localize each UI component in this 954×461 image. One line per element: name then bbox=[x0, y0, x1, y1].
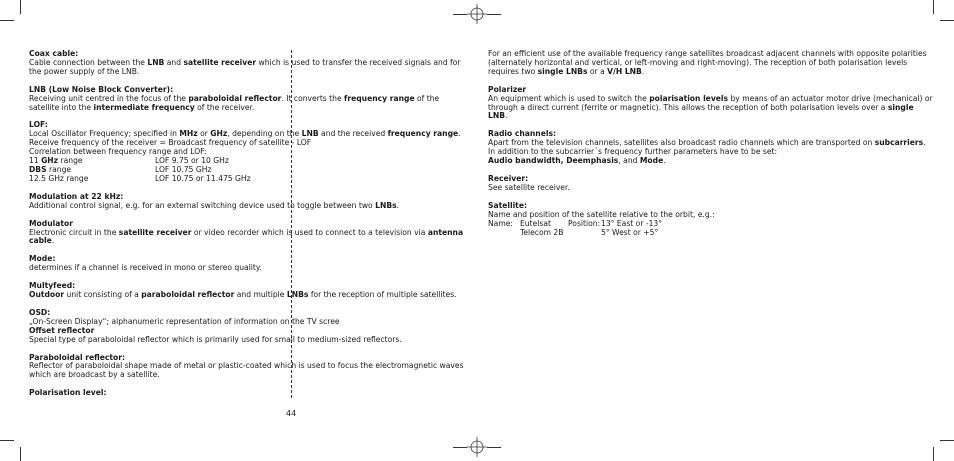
crop-mark-bottom-right bbox=[940, 440, 954, 441]
entry-modulation-22khz bbox=[29, 193, 469, 211]
lof-table-row: DBS range LOF 10.75 GHz bbox=[29, 164, 212, 174]
entry-title: Polarisation level: bbox=[29, 388, 107, 398]
entry-polarisation-level-continued bbox=[488, 50, 933, 77]
entry-text: Cable connection between the LNB and satellite receiver which is used to transfer the received signals and for the power supply of the LNB. bbox=[29, 57, 461, 76]
entry-modulator bbox=[29, 220, 469, 247]
entry-paraboloidal-reflector bbox=[29, 354, 469, 381]
registration-line-top-right bbox=[487, 14, 501, 15]
entry-title: Radio channels: bbox=[488, 129, 557, 139]
entry-title: Receiver: bbox=[488, 173, 529, 183]
entry-mode bbox=[29, 255, 469, 273]
right-column bbox=[488, 50, 933, 246]
entry-text: Correlation between frequency range and LOF: bbox=[29, 147, 207, 157]
entry-osd bbox=[29, 309, 469, 345]
entry-text: Additional control signal, e.g. for an external switching device used to toggle between two LNBs. bbox=[29, 200, 400, 210]
entry-title: Coax cable: bbox=[29, 49, 79, 58]
entry-title: Modulation at 22 kHz: bbox=[29, 191, 124, 201]
entry-title: Offset reflector bbox=[29, 325, 95, 335]
page-number: 44 bbox=[286, 409, 297, 418]
crop-mark-top-left-v bbox=[20, 0, 21, 14]
entry-text: For an efficient use of the available frequency range satellites broadcast adjacent channels with opposite polarities (alternately horizontal and vertical, or left-moving and right-moving). The reception of both polarisation levels requires two single LNBs or a V/H LNB. bbox=[488, 49, 927, 76]
left-column bbox=[29, 50, 469, 407]
entry-polarizer bbox=[488, 86, 933, 122]
entry-title: Mode: bbox=[29, 254, 56, 264]
crop-mark-bottom-right-v bbox=[933, 447, 934, 461]
entry-title: LNB (Low Noise Block Converter): bbox=[29, 84, 174, 94]
registration-line-top-left bbox=[453, 14, 467, 15]
crop-mark-bottom-left-v bbox=[20, 447, 21, 461]
entry-text: Apart from the television channels, satellites also broadcast radio channels which are transported on subcarriers. In addition to the subcarrier´s frequency further parameters have to be set: bbox=[488, 138, 926, 157]
entry-text: Local Oscillator Frequency; specified in MHz or GHz, depending on the LNB and the received frequency range. bbox=[29, 129, 461, 139]
entry-title: LOF: bbox=[29, 120, 48, 130]
entry-title: Polarizer bbox=[488, 84, 527, 94]
entry-lnb bbox=[29, 86, 469, 113]
lof-table-row: 11 GHz range LOF 9.75 or 10 GHz bbox=[29, 156, 229, 166]
entry-title: Modulator bbox=[29, 218, 73, 228]
crop-mark-top-right bbox=[940, 20, 954, 21]
registration-line-bottom-right bbox=[487, 447, 501, 448]
entry-text: Name and position of the satellite relative to the orbit, e.g.: bbox=[488, 209, 715, 219]
entry-title: Satellite: bbox=[488, 200, 527, 210]
entry-text: Receive frequency of the receiver = Broadcast frequency of satellite - LOF bbox=[29, 138, 312, 148]
entry-satellite bbox=[488, 202, 933, 238]
entry-text: Electronic circuit in the satellite receiver or video recorder which is used to connect to a television via antenna cable. bbox=[29, 227, 464, 246]
entry-title: OSD: bbox=[29, 307, 51, 317]
entry-text: Special type of paraboloidal reflector which is primarily used for small to medium-sized reflectors. bbox=[29, 334, 402, 344]
registration-mark-bottom-icon bbox=[467, 437, 487, 457]
entry-text: Outdoor unit consisting of a paraboloidal reflector and multiple LNBs for the reception of multiple satellites. bbox=[29, 290, 457, 300]
lof-table-row: 12.5 GHz range LOF 10.75 or 11.475 GHz bbox=[29, 173, 251, 183]
entry-polarisation-level bbox=[29, 389, 469, 398]
satellite-row: Name: Eutelsat Position:13° East or -13° bbox=[488, 218, 663, 228]
entry-multifeed bbox=[29, 282, 469, 300]
entry-title: Multyfeed: bbox=[29, 281, 76, 291]
entry-receiver bbox=[488, 175, 933, 193]
satellite-row: Telecom 2B 5° West or +5° bbox=[520, 227, 659, 237]
entry-radio-channels bbox=[488, 130, 933, 166]
entry-coax-cable bbox=[29, 50, 469, 77]
crop-mark-top-right-v bbox=[933, 0, 934, 14]
entry-text: Audio bandwidth, Deemphasis, and Mode. bbox=[488, 156, 666, 166]
crop-mark-bottom-left bbox=[0, 440, 14, 441]
entry-text: Reflector of paraboloidal shape made of metal or plastic-coated which is used to focus the electromagnetic waves which are broadcast by a satellite. bbox=[29, 361, 464, 380]
entry-lof bbox=[29, 121, 469, 183]
entry-text: An equipment which is used to switch the polarisation levels by means of an actuator motor drive (mechanical) or through a direct current (ferrite or magnetic). This allows the reception of both polarisation levels over a single LNB. bbox=[488, 93, 933, 121]
entry-text: „On-Screen Display“; alphanumeric representation of information on the TV scree bbox=[29, 316, 340, 326]
entry-text: See satellite receiver. bbox=[488, 182, 570, 192]
entry-title: Paraboloidal reflector: bbox=[29, 352, 126, 362]
crop-mark-top-left bbox=[0, 20, 14, 21]
entry-text: determines if a channel is received in mono or stereo quality. bbox=[29, 263, 262, 273]
entry-text: Receiving unit centred in the focus of the paraboloidal reflector. It converts the frequency range of the satellite into the intermediate frequency of the receiver. bbox=[29, 93, 440, 112]
registration-line-bottom-left bbox=[453, 447, 467, 448]
registration-mark-top-icon bbox=[467, 4, 487, 24]
